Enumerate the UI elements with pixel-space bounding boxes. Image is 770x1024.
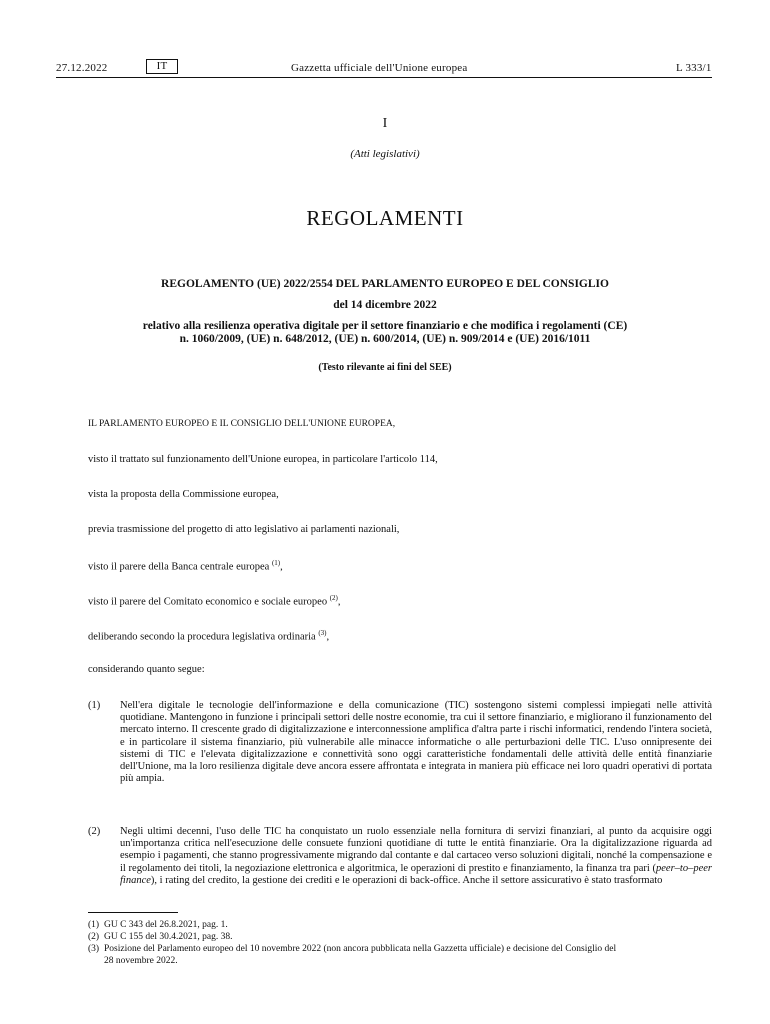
regulation-date: del 14 dicembre 2022	[333, 299, 437, 311]
whereas-intro: considerando quanto segue:	[88, 664, 205, 675]
footnote-text: GU C 343 del 26.8.2021, pag. 1.	[104, 920, 228, 930]
footnote-mark: (1)	[88, 920, 100, 930]
citation-ecb-text: visto il parere della Banca centrale europea	[88, 561, 270, 573]
recital-text-part: Negli ultimi decenni, l'uso delle TIC ha conquistato un ruolo essenziale nella fornitura di servizi finanziari, al punto da acquisire oggi un'importanza critica nell'esecuzione delle consuete funzioni quotidiane di tutte le entità finanziarie. Ora la digitalizzazione riguarda ad esempio i pagamenti, che stanno progressivamente migrando dal contante e dal cartaceo verso soluzioni digitali, nonché la compensazione e il regolamento dei titoli, la negoziazione elettronica e algoritmica, le operazioni di prestito e finanziamento, la finanza tra pari (	[120, 826, 712, 874]
recital-number: (1)	[88, 700, 101, 711]
part-number: I	[382, 116, 388, 131]
footnote-mark: (3)	[88, 944, 100, 954]
footnote-ref-3[interactable]: (3)	[318, 629, 327, 637]
recital-text-emphasis: peer–to–peer finance	[120, 862, 712, 886]
citation-procedure: deliberando secondo la procedura legislativa ordinaria $^{(3)}$,	[88, 629, 330, 643]
section-title: REGOLAMENTI	[306, 206, 464, 230]
recital-text	[120, 826, 712, 887]
language-box: IT	[146, 59, 178, 74]
part-subtitle: (Atti legislativi)	[350, 148, 420, 160]
recital-text-part: ), i rating del credito, la gestione dei crediti e le operazioni di back-office. Anche il settore assicurativo è stato trasformato	[150, 874, 663, 886]
journal-title: Gazzetta ufficiale dell'Unione europea	[291, 62, 468, 74]
regulation-subject	[0, 320, 770, 346]
footnote-text: GU C 155 del 30.4.2021, pag. 38.	[104, 932, 233, 942]
citation-procedure-text: deliberando secondo la procedura legislativa ordinaria	[88, 631, 316, 643]
citation-eesc: visto il parere del Comitato economico e sociale europeo $^{(2)}$,	[88, 594, 341, 608]
regulation-subject-line-1: relativo alla resilienza operativa digitale per il settore finanziario e che modifica i regolamenti (CE)	[142, 320, 628, 332]
preamble-intro: IL PARLAMENTO EUROPEO E IL CONSIGLIO DELL'UNIONE EUROPEA,	[88, 419, 396, 429]
header-rule	[56, 77, 712, 78]
citation-eesc-text: visto il parere del Comitato economico e sociale europeo	[88, 596, 328, 608]
footnote-continuation: 28 novembre 2022.	[104, 956, 178, 966]
footnote-text: Posizione del Parlamento europeo del 10 novembre 2022 (non ancora pubblicata nella Gazzetta ufficiale) e decisione del Consiglio del	[104, 944, 617, 954]
eea-relevance: (Testo rilevante ai fini del SEE)	[318, 362, 452, 373]
footnote-separator	[88, 912, 178, 913]
citation-transmission: previa trasmissione del progetto di atto legislativo ai parlamenti nazionali,	[88, 524, 400, 535]
footnote-ref-2[interactable]: (2)	[329, 594, 338, 602]
regulation-subject-line-2: n. 1060/2009, (UE) n. 648/2012, (UE) n. 600/2014, (UE) n. 909/2014 e (UE) 2016/1011	[179, 333, 591, 345]
recital-number: (2)	[88, 826, 101, 837]
footnote	[88, 944, 616, 955]
footnote-mark: (2)	[88, 932, 100, 942]
regulation-title: REGOLAMENTO (UE) 2022/2554 DEL PARLAMENTO EUROPEO E DEL CONSIGLIO	[161, 278, 609, 290]
footnote-ref-1[interactable]: (1)	[271, 559, 281, 567]
footnote	[88, 920, 228, 931]
citation-ecb: visto il parere della Banca centrale europea $^{(1)}$,	[88, 559, 283, 573]
citation-proposal: vista la proposta della Commissione europea,	[88, 489, 279, 500]
recital-text: Nell'era digitale le tecnologie dell'informazione e della comunicazione (TIC) sostengono sistemi complessi impiegati nelle attività quotidiane. Mantengono in funzione i principali settori delle nostre economie, tra cui il settore finanziario, e migliorano il funzionamento del mercato interno. Il crescente grado di digitalizzazione e interconnessione amplifica d'altra parte i rischi informatici, rendendo l'intera società, e in particolare il sistema finanziario, più vulnerabile alle minacce informatiche o alle perturbazioni delle TIC. L'uso onnipresente dei sistemi di TIC e l'elevata digitalizzazione e connettività sono oggi caratteristiche fondamentali delle attività delle entità finanziarie dell'Unione, ma la loro resilienza digitale deve ancora essere affrontata e integrata in maniera più efficace nei loro quadri operativi di portata più ampia.	[120, 700, 712, 785]
page-number: L 333/1	[676, 62, 712, 74]
header-date: 27.12.2022	[56, 62, 108, 74]
citation-treaty: visto il trattato sul funzionamento dell'Unione europea, in particolare l'articolo 114,	[88, 454, 438, 465]
footnote	[88, 932, 233, 943]
